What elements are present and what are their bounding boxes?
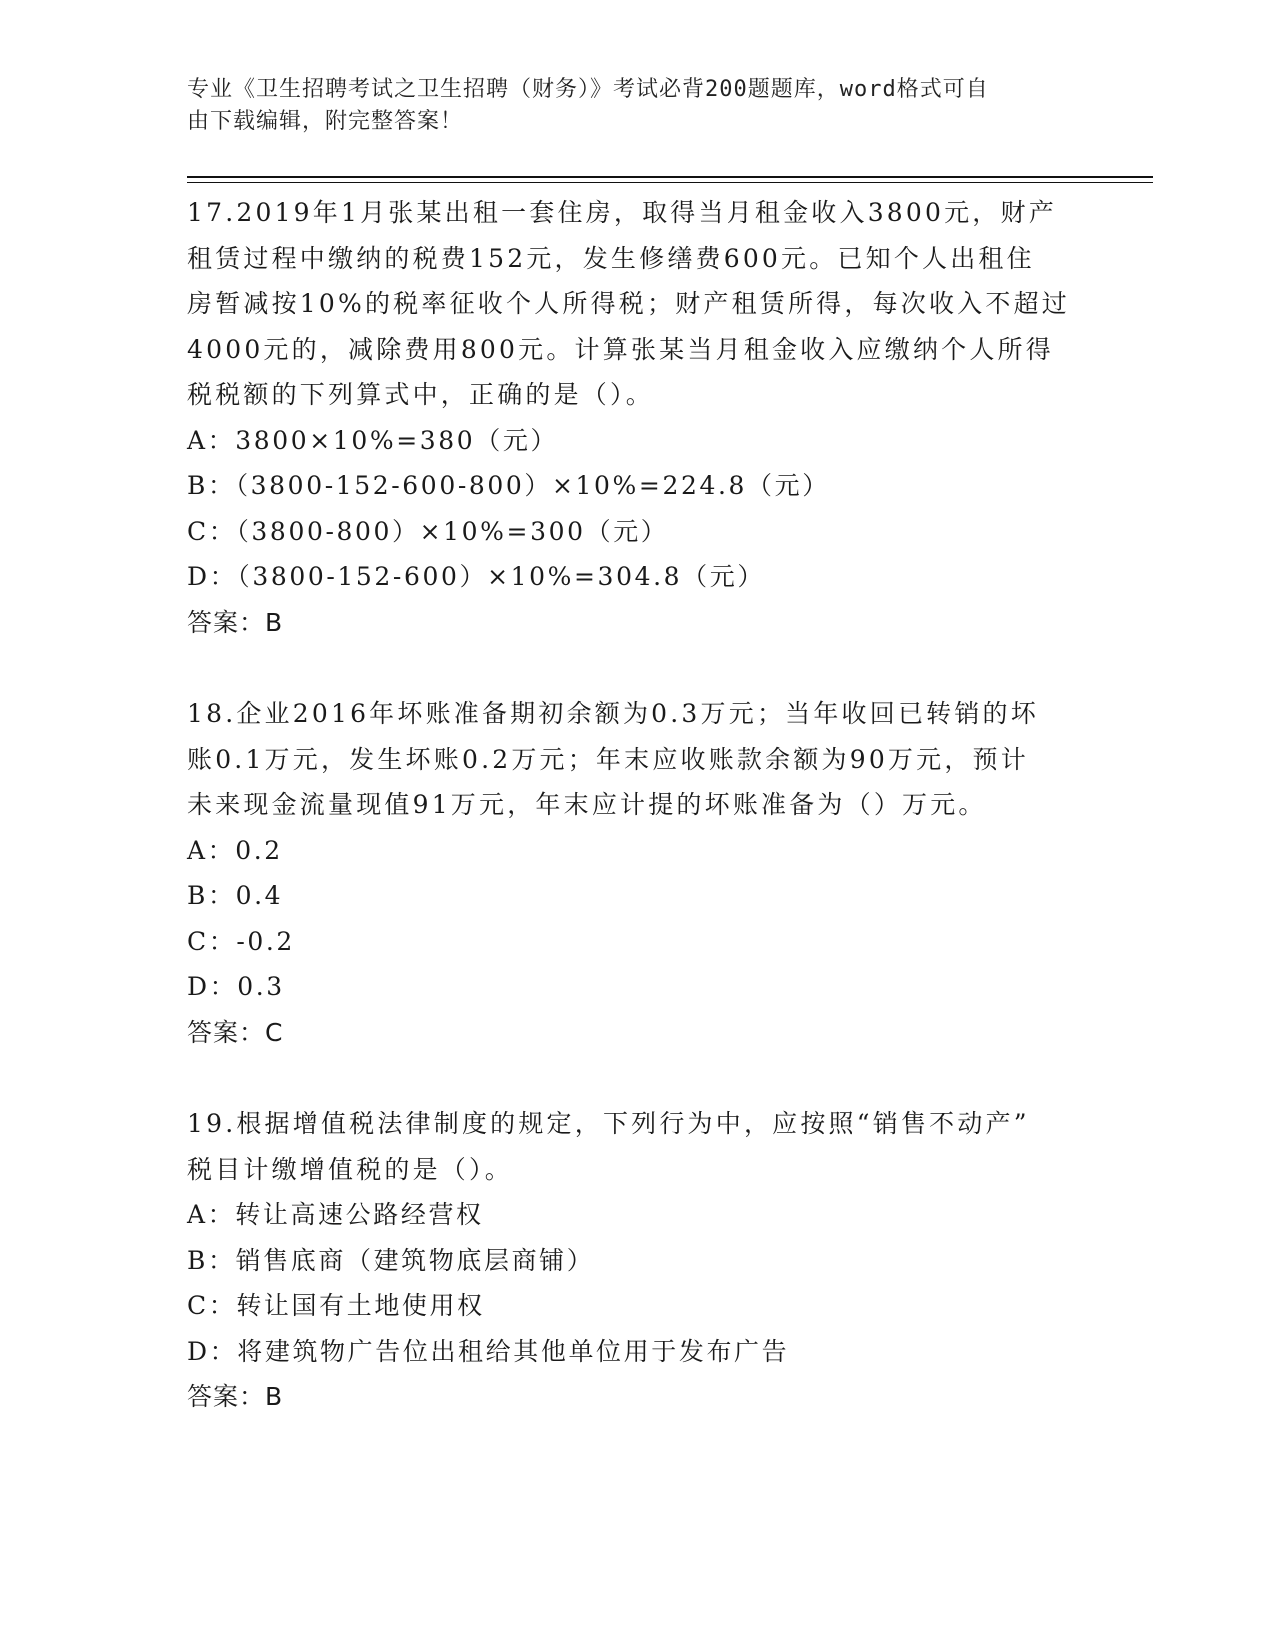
- question-text-line: 税税额的下列算式中，正确的是（）。: [187, 380, 654, 409]
- question-text-line: 18.企业2016年坏账准备期初余额为0.3万元；当年收回已转销的坏: [187, 699, 1039, 728]
- header-title-line-1: 专业《卫生招聘考试之卫生招聘（财务）》考试必背200题题库，word格式可自: [187, 77, 989, 102]
- question-text-line: 未来现金流量现值91万元，年末应计提的坏账准备为（）万元。: [187, 790, 987, 819]
- option-a: A：转让高速公路经营权: [187, 1200, 484, 1229]
- option-c: C：-0.2: [187, 926, 295, 956]
- header-divider-thick: [187, 176, 1153, 178]
- question-18: [187, 691, 1087, 1055]
- option-b: B：0.4: [187, 881, 284, 910]
- question-text-line: 19.根据增值税法律制度的规定，下列行为中，应按照“销售不动产”: [187, 1109, 1030, 1138]
- header-divider-thin: [187, 182, 1153, 183]
- question-text-line: 房暂减按10%的税率征收个人所得税；财产租赁所得，每次收入不超过: [187, 289, 1070, 318]
- answer-line: 答案：B: [187, 607, 284, 637]
- option-c: C：转让国有土地使用权: [187, 1291, 485, 1320]
- option-d: D：（3800-152-600）×10%=304.8（元）: [187, 562, 765, 591]
- question-text-line: 17.2019年1月张某出租一套住房，取得当月租金收入3800元，财产: [187, 198, 1057, 227]
- question-spacer: [187, 645, 1087, 691]
- option-c: C：（3800-800）×10%=300（元）: [187, 516, 669, 546]
- answer-line: 答案：C: [187, 1017, 284, 1047]
- question-19: [187, 1101, 1087, 1420]
- question-list: [187, 190, 1087, 1420]
- header-title-line-2: 由下载编辑，附完整答案！: [187, 109, 464, 134]
- question-text-line: 租赁过程中缴纳的税费152元，发生修缮费600元。已知个人出租住: [187, 243, 1035, 273]
- option-b: B：销售底商（建筑物底层商铺）: [187, 1245, 595, 1275]
- option-a: A：0.2: [187, 835, 283, 865]
- option-b: B：（3800-152-600-800）×10%=224.8（元）: [187, 471, 830, 500]
- question-text-line: 账0.1万元，发生坏账0.2万元；年末应收账款余额为90万元，预计: [187, 744, 1029, 774]
- option-a: A：3800×10%=380（元）: [187, 425, 559, 455]
- question-text-line: 4000元的，减除费用800元。计算张某当月租金收入应缴纳个人所得: [187, 334, 1054, 364]
- option-d: D：0.3: [187, 972, 285, 1001]
- question-17: [187, 190, 1087, 645]
- question-text-line: 税目计缴增值税的是（）。: [187, 1154, 513, 1184]
- document-header: [187, 74, 1067, 138]
- answer-line: 答案：B: [187, 1382, 284, 1411]
- option-d: D：将建筑物广告位出租给其他单位用于发布广告: [187, 1336, 790, 1366]
- question-spacer: [187, 1055, 1087, 1101]
